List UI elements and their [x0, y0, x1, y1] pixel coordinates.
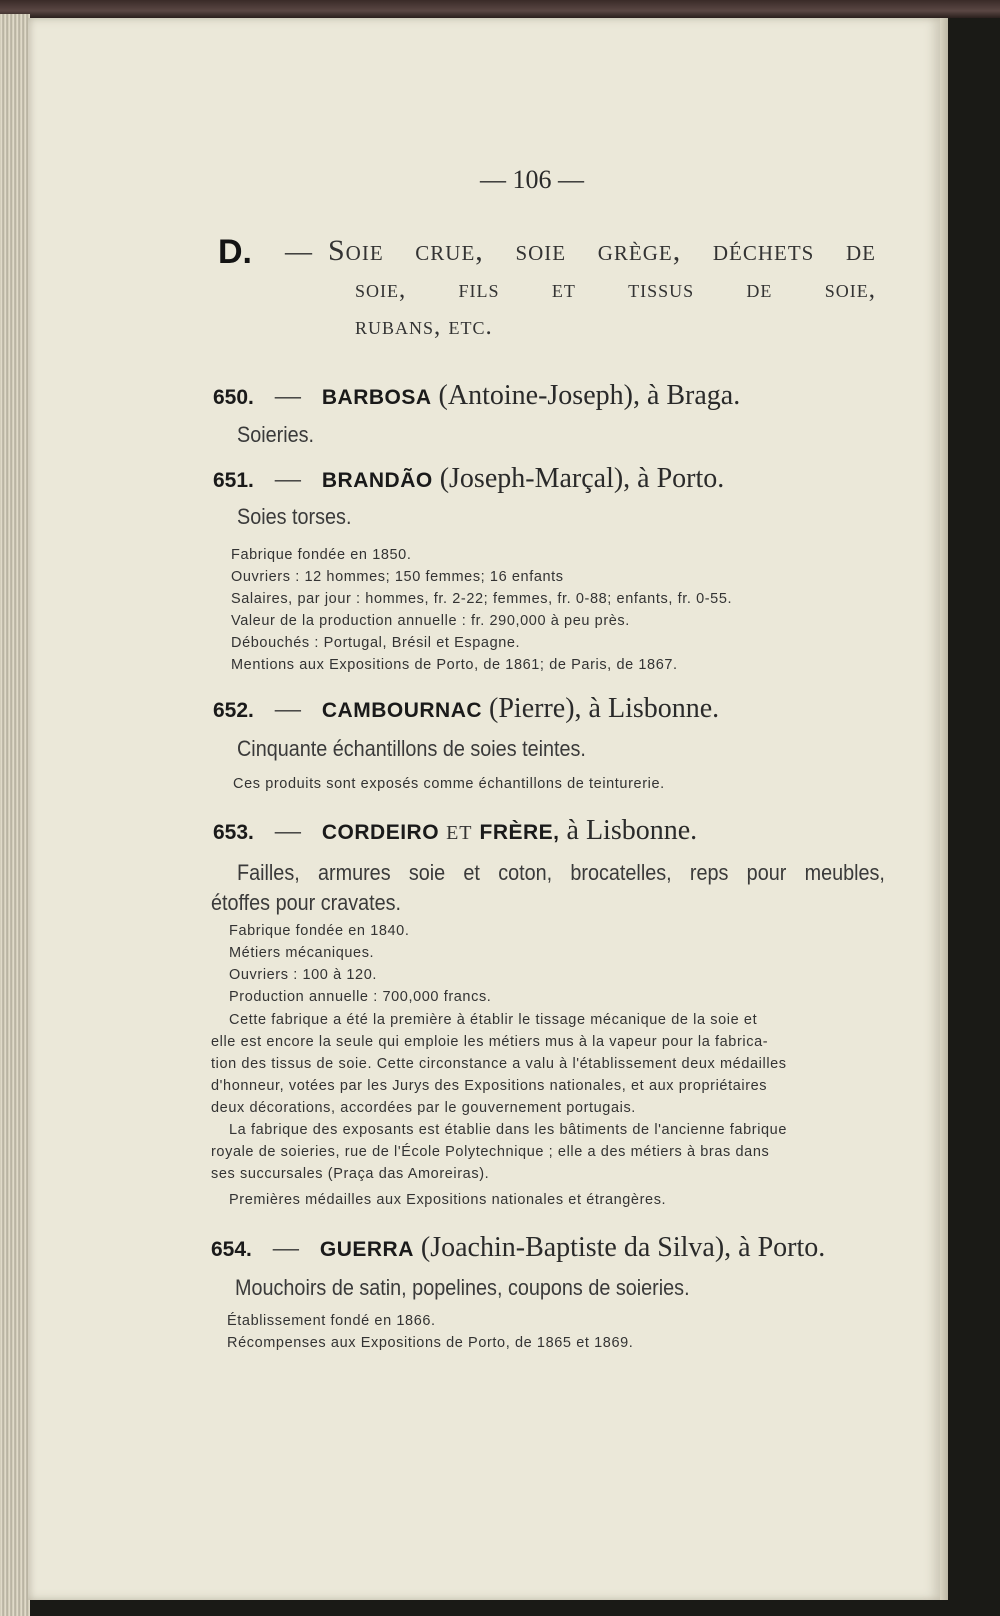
entry-number: 654. [211, 1238, 252, 1261]
entry-number: 652. [213, 699, 254, 722]
product-word: brocatelles, [570, 860, 672, 885]
section-word: de [746, 276, 773, 303]
section-word: fils [458, 276, 500, 303]
section-word: soie, [824, 276, 876, 303]
entry-rest: (Antoine-Joseph), à Braga. [438, 380, 741, 411]
page-right-edge [940, 18, 948, 1600]
entry-dash: — [274, 464, 301, 493]
entry-number: 651. [213, 469, 254, 492]
entry-653-detail: Ouvriers : 100 à 120. [229, 967, 378, 983]
product-word: et [463, 860, 480, 885]
page-number: — 106 — [480, 165, 584, 194]
entry-rest: (Joseph-Marçal), à Porto. [439, 463, 725, 494]
product-word: Failles, [237, 860, 300, 885]
entry-dash: — [274, 381, 301, 410]
page-stack-edges [0, 14, 30, 1616]
entry-653-detail: ses succursales (Praça das Amoreiras). [211, 1166, 490, 1182]
section-title-line-1 [328, 234, 876, 268]
entry-653-detail: d'honneur, votées par les Jurys des Expositions nationales, et aux propriétaires [211, 1078, 768, 1094]
entry-name: CAMBOURNAC [321, 699, 483, 722]
section-word: tissus [628, 276, 695, 303]
entry-653-product-line-2: étoffes pour cravates. [211, 890, 402, 915]
entry-653-detail: deux décorations, accordées par le gouvernement portugais. [211, 1100, 636, 1116]
entry-653-heading [213, 815, 697, 847]
entry-654-product: Mouchoirs de satin, popelines, coupons de soieries. [235, 1275, 690, 1300]
entry-654-detail: Établissement fondé en 1866. [227, 1313, 436, 1329]
entry-651-detail: Mentions aux Expositions de Porto, de 1861; de Paris, de 1867. [231, 657, 678, 673]
entry-652-heading [213, 693, 719, 725]
entry-652-detail: Ces produits sont exposés comme échantillons de teinturerie. [233, 776, 665, 792]
entry-dash: — [274, 816, 301, 845]
entry-650-product: Soieries. [237, 422, 315, 447]
entry-rest: (Joachin-Baptiste da Silva), à Porto. [420, 1232, 826, 1263]
section-title-line-3: rubans, etc. [355, 313, 493, 340]
entry-653-detail: La fabrique des exposants est établie dans les bâtiments de l'ancienne fabrique [229, 1122, 788, 1138]
entry-654-heading [211, 1232, 825, 1264]
section-word: de [845, 234, 876, 267]
entry-653-detail: Cette fabrique a été la première à établir le tissage mécanique de la soie et [229, 1012, 758, 1028]
section-letter: D. [218, 233, 252, 271]
section-title-line-2 [355, 276, 876, 304]
product-word: meubles, [804, 860, 885, 885]
entry-653-detail: Métiers mécaniques. [229, 945, 375, 961]
entry-651-detail: Fabrique fondée en 1850. [231, 547, 412, 563]
section-word: soie, [355, 276, 407, 303]
entry-650-heading [213, 380, 740, 412]
section-word: crue, [415, 234, 484, 267]
section-word: grège, [597, 234, 682, 267]
section-word: Soie [328, 234, 384, 267]
product-word: armures [317, 860, 391, 885]
book-cover-edge [0, 0, 1000, 18]
entry-652-product: Cinquante échantillons de soies teintes. [237, 736, 586, 761]
entry-number: 653. [213, 821, 254, 844]
section-word: déchets [712, 234, 815, 267]
entry-653-detail: tion des tissus de soie. Cette circonstance a valu à l'établissement deux médailles [211, 1056, 787, 1072]
section-dash: — [285, 236, 312, 266]
entry-651-detail: Ouvriers : 12 hommes; 150 femmes; 16 enfants [231, 569, 564, 585]
product-word: coton, [498, 860, 553, 885]
section-word: et [551, 276, 576, 303]
entry-rest: (Pierre), à Lisbonne. [489, 693, 720, 724]
entry-653-product-line-1 [237, 860, 885, 886]
entry-653-detail: Premières médailles aux Expositions nationales et étrangères. [229, 1192, 667, 1208]
entry-dash: — [272, 1233, 299, 1262]
entry-651-detail: Valeur de la production annuelle : fr. 290,000 à peu près. [231, 613, 630, 629]
entry-651-detail: Débouchés : Portugal, Brésil et Espagne. [231, 635, 521, 651]
entry-653-detail: Fabrique fondée en 1840. [229, 923, 410, 939]
entry-name-2: FRÈRE, [479, 821, 560, 844]
entry-name: BRANDÃO [321, 469, 433, 492]
product-word: pour [746, 860, 787, 885]
entry-653-detail: Production annuelle : 700,000 francs. [229, 989, 492, 1005]
entry-rest: à Lisbonne. [566, 815, 698, 846]
product-word: soie [408, 860, 446, 885]
entry-653-detail: royale de soieries, rue de l'École Polytechnique ; elle a des métiers à bras dans [211, 1144, 770, 1160]
entry-651-heading [213, 463, 724, 495]
entry-number: 650. [213, 386, 254, 409]
entry-name: BARBOSA [321, 386, 432, 409]
section-word: soie [515, 234, 567, 267]
entry-dash: — [274, 694, 301, 723]
entry-653-detail: elle est encore la seule qui emploie les métiers mus à la vapeur pour la fabrica- [211, 1034, 769, 1050]
entry-651-product: Soies torses. [237, 504, 352, 529]
entry-name: GUERRA [319, 1238, 414, 1261]
entry-name: CORDEIRO [321, 821, 440, 844]
product-word: reps [689, 860, 729, 885]
entry-651-detail: Salaires, par jour : hommes, fr. 2-22; femmes, fr. 0-88; enfants, fr. 0-55. [231, 591, 733, 607]
entry-654-detail: Récompenses aux Expositions de Porto, de 1865 et 1869. [227, 1335, 634, 1351]
entry-name-joiner: ET [446, 822, 473, 844]
